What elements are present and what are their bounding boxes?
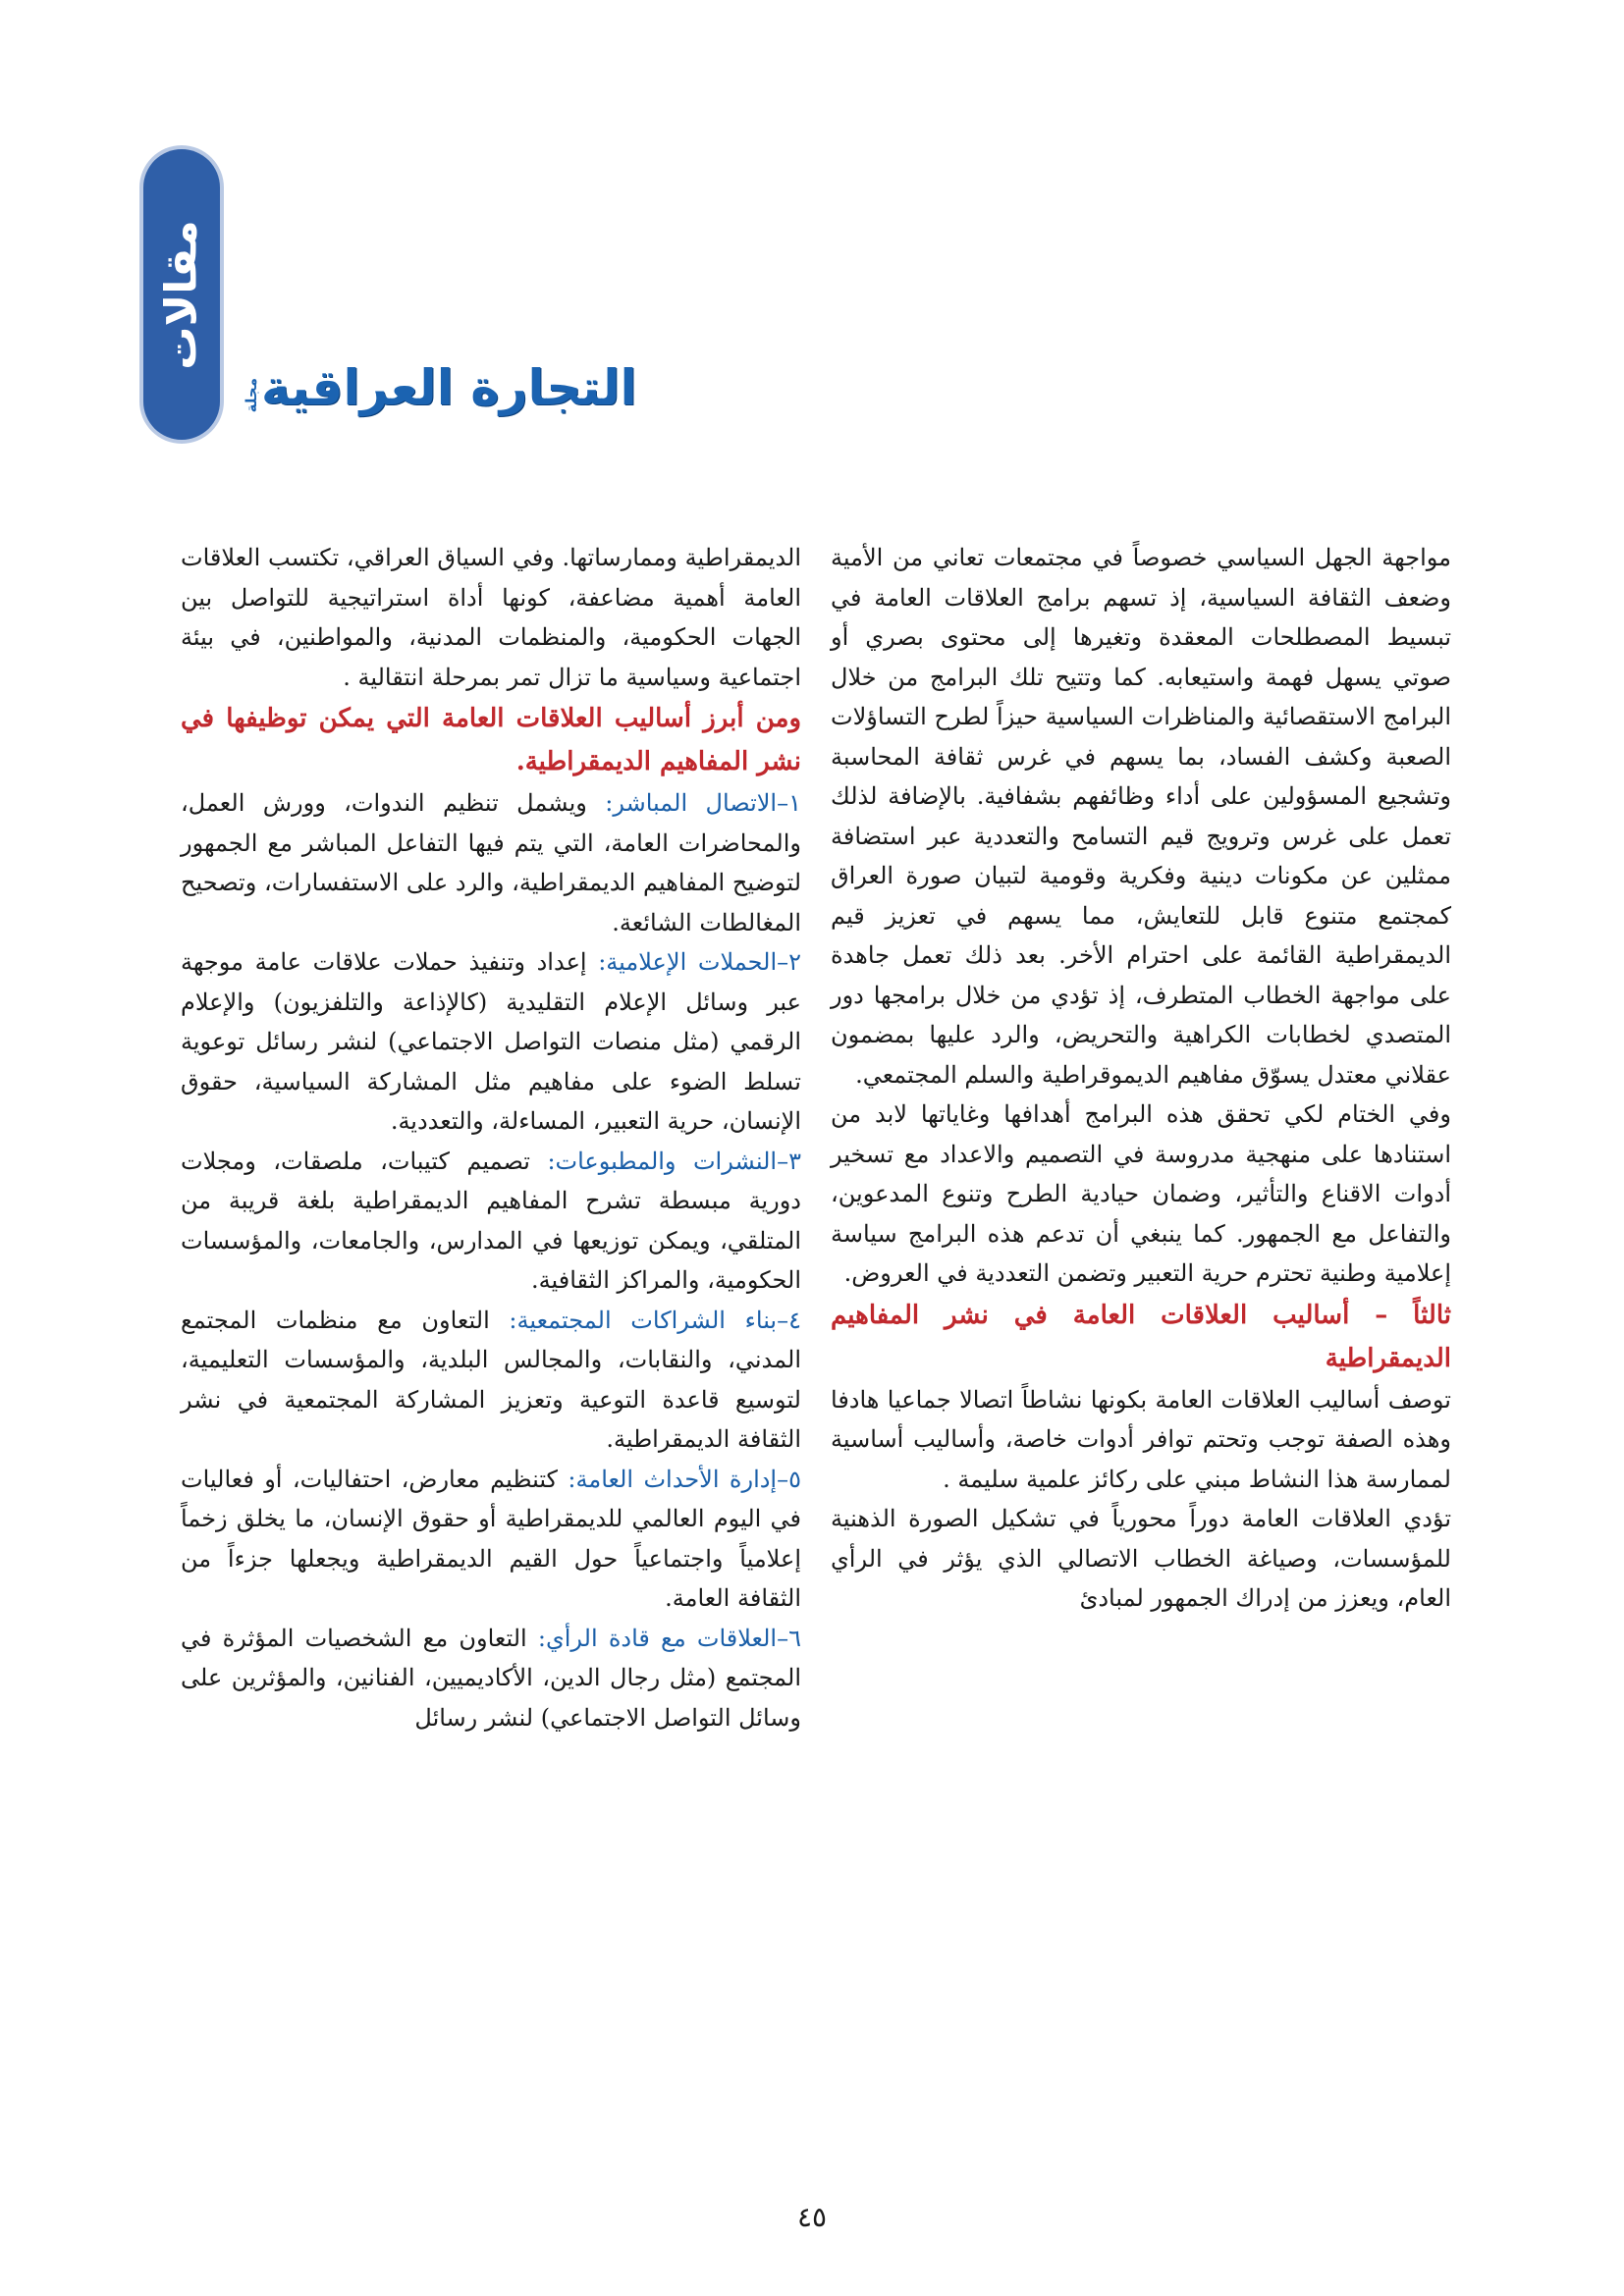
list-item	[181, 783, 801, 942]
list-item	[181, 1301, 801, 1460]
list-item	[181, 942, 801, 1142]
paragraph: تؤدي العلاقات العامة دوراً محورياً في تشكيل الصورة الذهنية للمؤسسات، وصياغة الخطاب الاتصالي الذي يؤثر في الرأي العام، ويعزز من إدراك الجمهور لمبادئ	[831, 1505, 1451, 1612]
section-tab-label: مقالات	[156, 219, 207, 370]
list-item-title: ٢–الحملات الإعلامية:	[598, 948, 802, 976]
list-item-title: ٥–إدارة الأحداث العامة:	[568, 1465, 801, 1493]
subsection-heading: ومن أبرز أساليب العلاقات العامة التي يمكن توظيفها في نشر المفاهيم الديمقراطية.	[181, 704, 801, 776]
list-item	[181, 1619, 801, 1738]
list-item-text: التعاون مع منظمات المجتمع المدني، والنقابات، والمجالس البلدية، والمؤسسات التعليمية، لتوسيع قاعدة التوعية وتعزيز المشاركة المجتمعية في نشر الثقافة الديمقراطية.	[181, 1306, 801, 1453]
list-item-text: التعاون مع الشخصيات المؤثرة في المجتمع (مثل رجال الدين، الأكاديميين، الفنانين، والمؤثرين على وسائل التواصل الاجتماعي) لنشر رسائل	[181, 1624, 801, 1732]
paragraph: الديمقراطية وممارساتها. وفي السياق العراقي، تكتسب العلاقات العامة أهمية مضاعفة، كونها أداة استراتيجية للتواصل بين الجهات الحكومية، والمنظمات المدنية، والمواطنين، في بيئة اجتماعية وسياسية ما تزال تمر بمرحلة انتقالية .	[181, 544, 801, 691]
left-column	[181, 538, 801, 1737]
list-item-title: ٦–العلاقات مع قادة الرأي:	[537, 1624, 801, 1652]
section-heading: ثالثاً – أساليب العلاقات العامة في نشر المفاهيم الديمقراطية	[831, 1300, 1451, 1373]
list-item-title: ١–الاتصال المباشر:	[605, 789, 801, 817]
list-item	[181, 1142, 801, 1301]
list-item-text: كتنظيم معارض، احتفاليات، أو فعاليات في اليوم العالمي للديمقراطية أو حقوق الإنسان، ما يخلق زخماً إعلامياً واجتماعياً حول القيم الديمقراطية ويجعلها جزءاً من الثقافة العامة.	[181, 1465, 801, 1612]
magazine-logo	[242, 348, 637, 427]
list-item-title: ٤–بناء الشراكات المجتمعية:	[509, 1306, 802, 1334]
list-item-title: ٣–النشرات والمطبوعات:	[547, 1147, 801, 1175]
paragraph: توصف أساليب العلاقات العامة بكونها نشاطاً اتصالا جماعيا هادفا وهذه الصفة توجب وتحتم توافر أدوات خاصة، وأساليب أساسية لممارسة هذا النشاط مبني على ركائز علمية سليمة .	[831, 1385, 1451, 1493]
magazine-label-small: مجلة	[243, 378, 260, 413]
list-item-text: ويشمل تنظيم الندوات، وورش العمل، والمحاضرات العامة، التي يتم فيها التفاعل المباشر مع الجمهور لتوضيح المفاهيم الديمقراطية، والرد على الاستفسارات، وتصحيح المغالطات الشائعة.	[181, 789, 801, 936]
list-item	[181, 1460, 801, 1619]
paragraph: مواجهة الجهل السياسي خصوصاً في مجتمعات تعاني من الأمية وضعف الثقافة السياسية، إذ تسهم برامج العلاقات العامة في تبسيط المصطلحات المعقدة وتغيرها إلى محتوى بصري أو صوتي يسهل فهمة واستيعابه. كما وتتيح تلك البرامج من خلال البرامج الاستقصائية والمناظرات السياسية حيزاً لطرح التساؤلات الصعبة وكشف الفساد، بما يسهم في غرس ثقافة المحاسبة وتشجيع المسؤولين على أداء وظائفهم بشفافية. بالإضافة لذلك تعمل على غرس وترويج قيم التسامح والتعددية عبر استضافة ممثلين عن مكونات دينية وفكرية وقومية لتبيان صورة العراق كمجتمع متنوع قابل للتعايش، مما يسهم في تعزيز قيم الديمقراطية القائمة على احترام الأخر. بعد ذلك تعمل جاهدة على مواجهة الخطاب المتطرف، إذ تؤدي من خلال برامجها دور المتصدي لخطابات الكراهية والتحريض، والرد عليها بمضمون عقلاني معتدل يسوّق مفاهيم الديموقراطية والسلم المجتمعي.	[831, 544, 1452, 1089]
paragraph: وفي الختام لكي تحقق هذه البرامج أهدافها وغاياتها لابد من استنادها على منهجية مدروسة في التصميم والاعداد مع تسخير أدوات الاقناع والتأثير، وضمان حيادية الطرح وتنوع المدعوين، والتفاعل مع الجمهور. كما ينبغي أن تدعم هذه البرامج سياسة إعلامية وطنية تحترم حرية التعبير وتضمن التعددية في العروض.	[831, 1100, 1451, 1287]
section-tab-label-box	[143, 149, 220, 440]
list-item-text: إعداد وتنفيذ حملات علاقات عامة موجهة عبر وسائل الإعلام التقليدية (كالإذاعة والتلفزيون) والإعلام الرقمي (مثل منصات التواصل الاجتماعي) لنشر رسائل توعوية تسلط الضوء على مفاهيم مثل المشاركة السياسية، حقوق الإنسان، حرية التعبير، المساءلة، والتعددية.	[181, 948, 801, 1135]
page-number: ٤٥	[796, 2201, 828, 2233]
magazine-name: التجارة العراقية	[261, 359, 637, 416]
right-column	[831, 538, 1451, 1619]
list-item-text: تصميم كتيبات، ملصقات، ومجلات دورية مبسطة تشرح المفاهيم الديمقراطية بلغة قريبة من المتلقي، ويمكن توزيعها في المدارس، والجامعات، والمؤسسات الحكومية، والمراكز الثقافية.	[181, 1147, 801, 1294]
